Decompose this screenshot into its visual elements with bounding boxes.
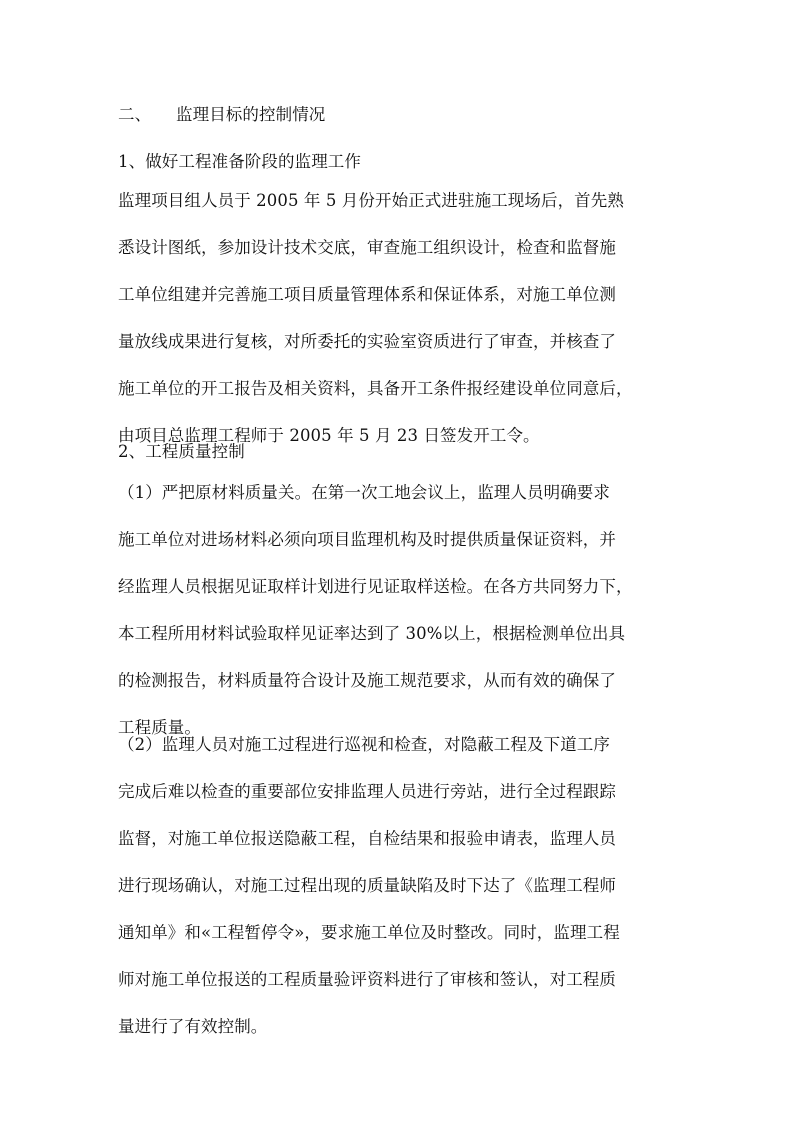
paragraph-line: 由项目总监理工程师于 2005 年 5 月 23 日签发开工令。	[118, 426, 540, 445]
paragraph-line: 工单位组建并完善施工项目质量管理体系和保证体系，对施工单位测	[118, 285, 616, 304]
paragraph-line: 工程质量。	[118, 718, 201, 737]
subsection-1-paragraph	[118, 190, 633, 446]
paragraph-line: 的检测报告，材料质量符合设计及施工规范要求，从而有效的确保了	[118, 671, 616, 690]
paragraph-line: 监理项目组人员于 2005 年 5 月份开始正式进驻施工现场后，首先熟	[118, 191, 624, 210]
paragraph-line: 施工单位对进场材料必须向项目监理机构及时提供质量保证资料，并	[118, 530, 616, 549]
paragraph-line: 经监理人员根据见证取样计划进行见证取样送检。在各方共同努力下，	[118, 577, 633, 596]
paragraph-line: 监督，对施工单位报送隐蔽工程，自检结果和报验申请表，监理人员	[118, 829, 616, 848]
section-number: 二、	[118, 105, 152, 124]
paragraph-line: 进行现场确认，对施工过程出现的质量缺陷及时下达了《监理工程师	[118, 876, 616, 895]
paragraph-line: 完成后难以检查的重要部位安排监理人员进行旁站，进行全过程跟踪	[118, 782, 616, 801]
paragraph-line: （2）监理人员对施工过程进行巡视和检查，对隐蔽工程及下道工序	[118, 735, 610, 754]
subsection-2-heading: 2、工程质量控制	[118, 442, 245, 461]
paragraph-line: 通知单》和«工程暂停令»，要求施工单位及时整改。同时，监理工程	[118, 923, 620, 942]
subsection-2-paragraph-2	[118, 734, 620, 1037]
section-title: 监理目标的控制情况	[176, 105, 326, 124]
paragraph-line: 师对施工单位报送的工程质量验评资料进行了审核和签认，对工程质	[118, 970, 616, 989]
paragraph-line: 本工程所用材料试验取样见证率达到了 30%以上，根据检测单位出具	[118, 624, 626, 643]
subsection-2-paragraph-1	[118, 482, 633, 738]
paragraph-line: 量进行了有效控制。	[118, 1017, 268, 1036]
section-heading	[118, 104, 325, 125]
paragraph-line: 施工单位的开工报告及相关资料，具备开工条件报经建设单位同意后，	[118, 379, 633, 398]
paragraph-line: 量放线成果进行复核，对所委托的实验室资质进行了审查，并核查了	[118, 332, 616, 351]
paragraph-line: （1）严把原材料质量关。在第一次工地会议上，监理人员明确要求	[118, 483, 610, 502]
paragraph-line: 悉设计图纸，参加设计技术交底，审查施工组织设计，检查和监督施	[118, 238, 616, 257]
subsection-1-heading: 1、做好工程准备阶段的监理工作	[118, 152, 361, 171]
